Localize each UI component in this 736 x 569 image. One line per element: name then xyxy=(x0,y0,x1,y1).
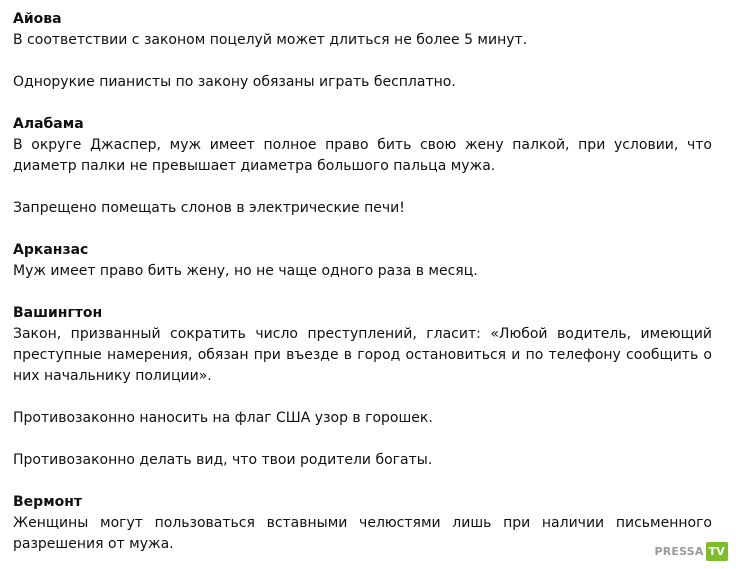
law-paragraph: Противозаконно наносить на флаг США узор в горошек. xyxy=(13,410,433,426)
law-paragraph: В округе Джаспер, муж имеет полное право бить свою жену палкой, при условии, что диаметр палки не превышает диаметра большого пальца мужа. xyxy=(13,137,712,174)
law-paragraph: В соответствии с законом поцелуй может длиться не более 5 минут. xyxy=(13,32,528,48)
watermark-tv-badge: TV xyxy=(706,542,728,561)
document-body xyxy=(13,9,712,555)
law-paragraph: Женщины могут пользоваться вставными челюстями лишь при наличии письменного разрешения от мужа. xyxy=(13,515,712,552)
law-paragraph: Противозаконно делать вид, что твои родители богаты. xyxy=(13,452,433,468)
law-paragraph: Закон, призванный сократить число преступлений, гласит: «Любой водитель, имеющий преступные намерения, обязан при въезде в город остановиться и по телефону сообщить о них начальнику полиции». xyxy=(13,326,712,384)
section-title-washington: Вашингтон xyxy=(13,305,103,321)
watermark-text: PRESSA xyxy=(654,544,704,558)
law-paragraph: Муж имеет право бить жену, но не чаще одного раза в месяц. xyxy=(13,263,478,279)
law-paragraph: Однорукие пианисты по закону обязаны играть бесплатно. xyxy=(13,74,456,90)
section-title-arkansas: Арканзас xyxy=(13,242,89,258)
section-title-iowa: Айова xyxy=(13,11,62,27)
law-paragraph: Запрещено помещать слонов в электрические печи! xyxy=(13,200,405,216)
section-title-vermont: Вермонт xyxy=(13,494,83,510)
watermark-logo xyxy=(654,541,728,561)
section-title-alabama: Алабама xyxy=(13,116,84,132)
